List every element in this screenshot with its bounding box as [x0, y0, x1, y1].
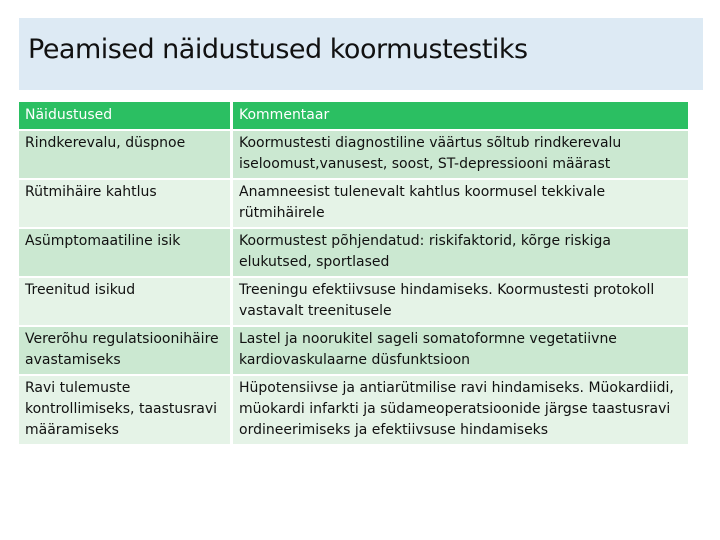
- indication-cell: Treenitud isikud: [19, 278, 230, 325]
- indication-cell: Asümptomaatiline isik: [19, 229, 230, 276]
- indication-cell: Vererõhu regulatsioonihäire avastamiseks: [19, 327, 230, 374]
- title-box: [19, 18, 703, 90]
- header-indications: Näidustused: [19, 102, 230, 129]
- table-row: [19, 376, 688, 444]
- comment-cell: Treeningu efektiivsuse hindamiseks. Koormustesti protokoll vastavalt treenitusele: [230, 278, 688, 325]
- table-row: [19, 327, 688, 374]
- header-comment: Kommentaar: [230, 102, 688, 129]
- table-row: [19, 180, 688, 227]
- comment-cell: Koormustesti diagnostiline väärtus sõltub rindkerevalu iseloomust,vanusest, soost, ST-depressiooni määrast: [230, 131, 688, 178]
- indication-cell: Rütmihäire kahtlus: [19, 180, 230, 227]
- table-row: [19, 131, 688, 178]
- indication-cell: Ravi tulemuste kontrollimiseks, taastusravi määramiseks: [19, 376, 230, 444]
- comment-cell: Hüpotensiivse ja antiarütmilise ravi hindamiseks. Müokardiidi, müokardi infarkti ja südameoperatsioonide järgse taastusravi ordineerimiseks ja efektiivsuse hindamiseks: [230, 376, 688, 444]
- indications-table: [19, 100, 688, 446]
- slide-title: Peamised näidustused koormustestiks: [28, 34, 528, 65]
- indication-cell: Rindkerevalu, düspnoe: [19, 131, 230, 178]
- table-header-row: [19, 102, 688, 129]
- table-row: [19, 278, 688, 325]
- comment-cell: Anamneesist tulenevalt kahtlus koormusel tekkivale rütmihäirele: [230, 180, 688, 227]
- table-row: [19, 229, 688, 276]
- comment-cell: Lastel ja noorukitel sageli somatoformne vegetatiivne kardiovaskulaarne düsfunktsioon: [230, 327, 688, 374]
- comment-cell: Koormustest põhjendatud: riskifaktorid, kõrge riskiga elukutsed, sportlased: [230, 229, 688, 276]
